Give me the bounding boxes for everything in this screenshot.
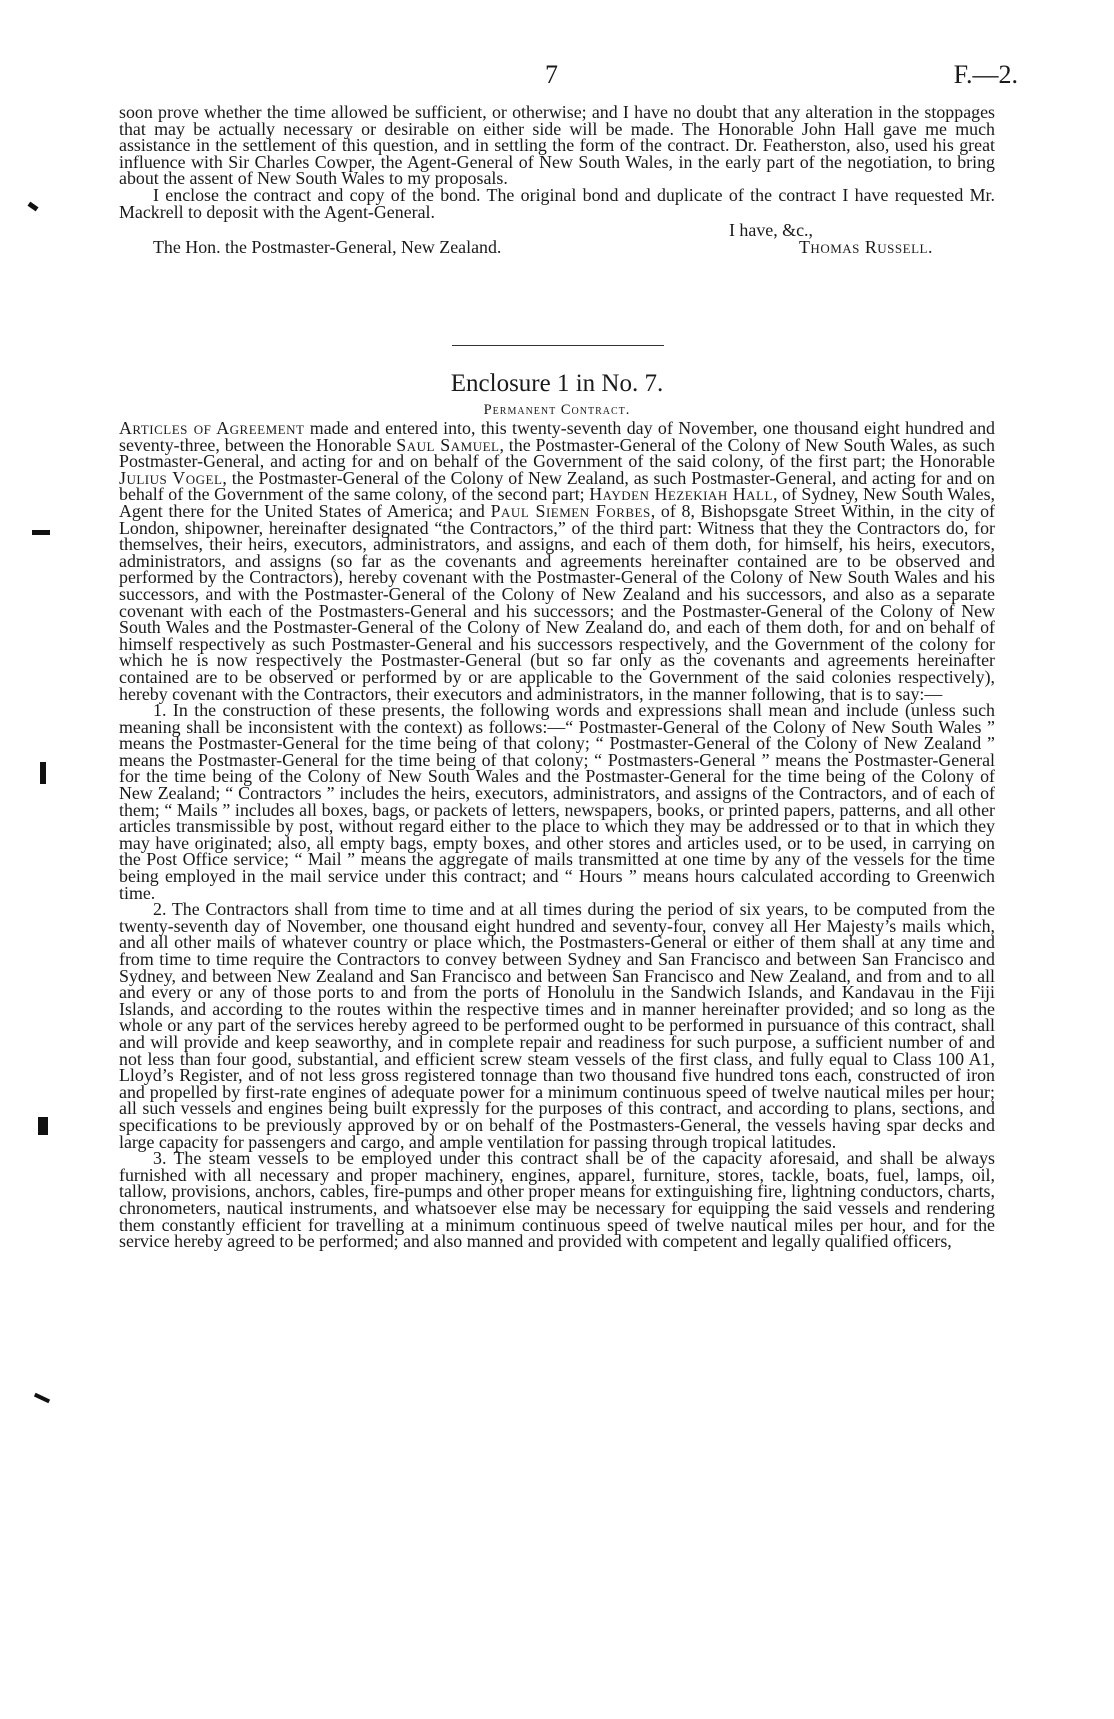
- enclosure-heading: Enclosure 1 in No. 7.: [450, 370, 664, 397]
- enclosure-subheading: Permanent Contract.: [483, 402, 631, 418]
- margin-mark: [38, 1117, 48, 1135]
- section-divider: [452, 345, 664, 346]
- margin-mark: [34, 1393, 50, 1403]
- margin-mark: [27, 202, 38, 212]
- preamble-lead: Articles of Agreement: [119, 418, 305, 438]
- addressee-line: The Hon. the Postmaster-General, New Zealand.: [153, 237, 502, 258]
- margin-mark: [40, 762, 46, 784]
- contract-clause-3: 3. The steam vessels to be employed under this contract shall be of the capacity aforesaid, and shall be always furnished with all necessary and proper machinery, engines, apparel, furniture, stores, tackle, boats, fuel, lamps, oil, tallow, provisions, anchors, cables, fire-pumps and other proper means for extinguishing fire, lightning conductors, charts, chronometers, nautical instruments, and whatsoever else may be necessary for equipping the said vessels and rendering them constantly efficient for travelling at a minimum continuous speed of twelve nautical miles per hour, and for the service hereby agreed to be performed; and also manned and provided with competent and legally qualified officers,: [119, 1148, 995, 1252]
- party-name: Hayden Hezekiah Hall: [589, 484, 773, 505]
- letter-body: [119, 102, 995, 258]
- margin-mark: [32, 530, 50, 535]
- contract-preamble: Articles of Agreement made and entered into, this twenty-seventh day of November, one thousand eight hundred and seventy-three, between the Honorable Saul Samuel, the Postmaster-General of the Colony of New South Wales, as such Postmaster-General, and acting for and on behalf of the Government of the said colony, of the first part; the Honorable Julius Vogel, the Postmaster-General of the Colony of New Zealand, as such Postmaster-General, and acting for and on behalf of the Government of the same colony, of the second part; Hayden Hezekiah Hall, of Sydney, New South Wales, Agent there for the United States of America; and Paul Siemen Forbes, of 8, Bishopsgate Street Within, in the city of London, shipowner, hereinafter designated “the Contractors,” of the third part: Witness that they the Contractors do, for themselves, their heirs, executors, administrators, and assigns, and each of them doth, for himself, his heirs, executors, administrators, and assigns (so far as the covenants and agreements hereinafter contained are to be observed and performed by the Contractors), hereby covenant with the Postmaster-General of the Colony of New South Wales and his successors, and with the Postmaster-General of the Colony of New Zealand and his successors, and also as a separate covenant with each of the Postmasters-General and his successors; and the Postmaster-General of the Colony of New South Wales and the Postmaster-General of the Colony of New Zealand do, and each of them doth, for and on behalf of himself respectively as such Postmaster-General and his successors respectively, and the Government of the colony for which he is now respectively the Postmaster-General (but so far only as the covenants and agreements hereinafter contained are to be observed or performed by or are applicable to the Government of the said colonies respectively), hereby covenant with the Contractors, their executors and administrators, in the manner following, that is to say:—: [119, 418, 996, 704]
- contract-clause-2: 2. The Contractors shall from time to time and at all times during the period of six years, to be computed from the twenty-seventh day of November, one thousand eight hundred and seventy-four, convey all Her Majesty’s mails which, and all other mails of whatever country or place which, the Postmasters-General or either of them shall at any time and from time to time require the Contractors to convey between Sydney and San Francisco and between San Francisco and Sydney, and between New Zealand and San Francisco and between San Francisco and New Zealand, and from and to all and every or any of those ports to and from the ports of Honolulu in the Sandwich Islands, and Kandavau in the Fiji Islands, and according to the routes within the respective times and in manner hereinafter provided; and so long as the whole or any part of the services hereby agreed to be performed ought to be performed in pursuance of this contract, shall and will provide and keep seaworthy, and in complete repair and readiness for such purpose, a sufficient number of and not less than four good, substantial, and efficient screw steam vessels of the first class, and fully equal to Class 100 A1, Lloyd’s Register, and of not less gross registered tonnage than two thousand five hundred tons each, constructed of iron and propelled by first-rate engines of adequate power for a minimum continuous speed of twelve nautical miles per hour; all such vessels and engines being built expressly for the purposes of this contract, and according to plans, sections, and specifications to be previously approved by or on behalf of the Postmasters-General, the vessels having spar decks and large capacity for passengers and cargo, and ample ventilation for passing through tropical latitudes.: [119, 899, 995, 1152]
- letter-signoff: [119, 220, 995, 258]
- contract-clause-1: 1. In the construction of these presents, the following words and expressions shall mean and include (unless such meaning shall be inconsistent with the context) as follows:—“ Postmaster-General of the Colony of New South Wales ” means the Postmaster-General for the time being of that colony; “ Postmaster-General of the Colony of New Zealand ” means the Postmaster-General for the time being of that colony; “ Postmasters-General ” means the Postmaster-General for the time being of the Colony of New South Wales and the Postmaster-General for the time being of the Colony of New Zealand; “ Contractors ” includes the heirs, executors, administrators, and assigns of the Contractors, and of each of them; “ Mails ” includes all boxes, bags, or packets of letters, newspapers, books, or printed papers, patterns, and all other articles transmissible by post, without regard either to the place to which they may be addressed or to that in which they may have originated; also, all empty bags, empty boxes, and other stores and articles used, or to be used, in carrying on the Post Office service; “ Mail ” means the aggregate of mails transmitted at one time by any of the vessels for the time being employed in the mail service under this contract; and “ Hours ” means hours calculated according to Greenwich time.: [119, 700, 995, 903]
- page-number: 7: [545, 60, 558, 89]
- letter-paragraph-1: soon prove whether the time allowed be sufficient, or otherwise; and I have no doubt that any alteration in the stoppages that may be actually necessary or desirable on either side will be made. The Honorable John Hall gave me much assistance in the settlement of this question, and in settling the form of the contract. Dr. Featherston, also, used his great influence with Sir Charles Cowper, the Agent-General of New South Wales, in the early part of the negotiation, to bring about the assent of New South Wales to my proposals.: [119, 102, 995, 189]
- party-name: Saul Samuel: [396, 434, 500, 455]
- closing-formula: I have, &c.,: [729, 220, 813, 241]
- party-name: Paul Siemen Forbes: [490, 500, 651, 521]
- letter-paragraph-2: I enclose the contract and copy of the bond. The original bond and duplicate of the contract I have requested Mr. Mackrell to deposit with the Agent-General.: [119, 184, 995, 222]
- contract-body: [119, 420, 995, 1250]
- document-reference: F.—2.: [953, 60, 1018, 89]
- signature-name: Thomas Russell.: [799, 237, 933, 258]
- party-name: Julius Vogel: [119, 467, 223, 488]
